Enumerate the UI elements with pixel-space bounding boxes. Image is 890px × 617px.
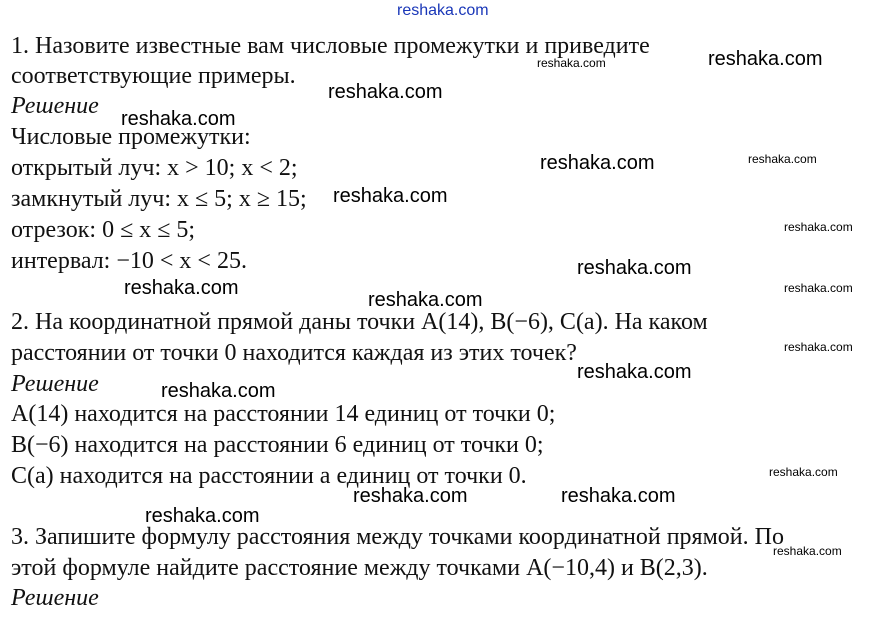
question-2-text: расстоянии от точки 0 находится каждая из этих точек? [11,340,577,366]
question-3-text: этой формуле найдите расстояние между точками A(−10,4) и B(2,3). [11,555,708,581]
question-3-text: 3. Запишите формулу расстояния между точками координатной прямой. По [11,524,784,550]
watermark: reshaka.com [368,289,483,311]
question-2-text: 2. На координатной прямой даны точки A(14), B(−6), C(a). На каком [11,309,708,335]
answer-line: A(14) находится на расстоянии 14 единиц от точки 0; [11,401,556,427]
watermark: reshaka.com [577,361,692,383]
answer-line: замкнутый луч: x ≤ 5; x ≥ 15; [11,186,307,212]
answer-line: открытый луч: x > 10; x < 2; [11,155,298,181]
question-1-text: 1. Назовите известные вам числовые промежутки и приведите [11,33,650,59]
solution-heading: Решение [11,371,99,397]
watermark: reshaka.com [161,380,276,402]
watermark: reshaka.com [561,485,676,507]
watermark: reshaka.com [537,56,606,70]
watermark: reshaka.com [769,465,838,479]
solution-heading: Решение [11,585,99,611]
watermark: reshaka.com [784,281,853,295]
watermark: reshaka.com [333,185,448,207]
watermark: reshaka.com [540,152,655,174]
watermark: reshaka.com [748,152,817,166]
answer-line: отрезок: 0 ≤ x ≤ 5; [11,217,196,243]
question-1-text: соответствующие примеры. [11,63,296,89]
watermark: reshaka.com [773,544,842,558]
watermark: reshaka.com [784,220,853,234]
watermark: reshaka.com [328,81,443,103]
answer-line: C(a) находится на расстоянии a единиц от точки 0. [11,463,527,489]
watermark: reshaka.com [784,340,853,354]
watermark: reshaka.com [145,505,260,527]
header-watermark: reshaka.com [397,2,489,19]
solution-heading: Решение [11,93,99,119]
answer-line: интервал: −10 < x < 25. [11,248,247,274]
watermark: reshaka.com [708,48,823,70]
answer-line: Числовые промежутки: [11,124,251,150]
watermark: reshaka.com [124,277,239,299]
watermark: reshaka.com [577,257,692,279]
answer-line: B(−6) находится на расстоянии 6 единиц от точки 0; [11,432,544,458]
watermark: reshaka.com [353,485,468,507]
watermark: reshaka.com [121,108,236,130]
